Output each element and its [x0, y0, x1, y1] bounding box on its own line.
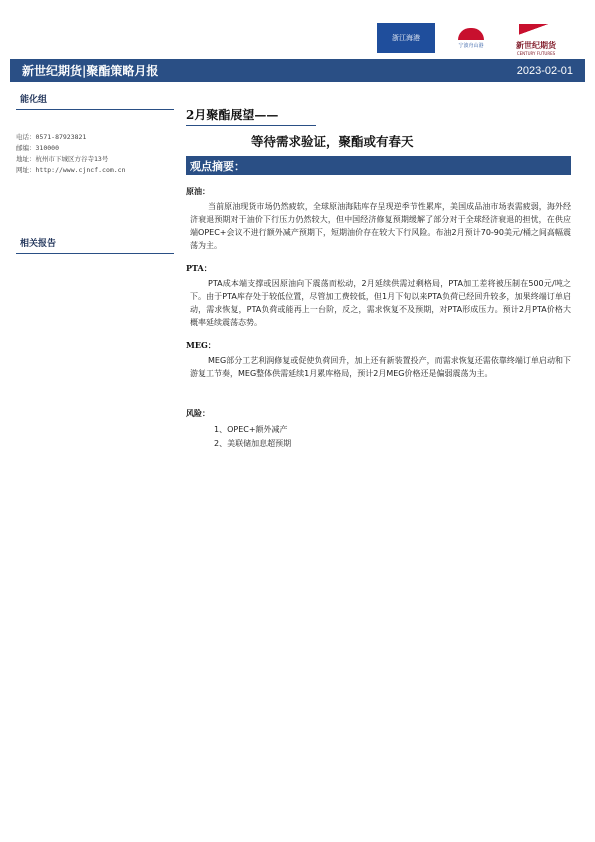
section-body: PTA成本端支撑或因原油向下震荡而松动，2月延续供需过剩格局，PTA加工差将被压制在500元/吨之下。由于PTA库存处于较低位置，尽管加工费较低，但1月下旬以来PTA负荷已经回升较多，加果终端订单启动，需求恢复，PTA负荷或能再上一台阶，反之，需求恢复不及预期，对PTA形成压力。预计2月PTA价格大概率延续震荡态势。	[190, 279, 571, 327]
logo-group	[377, 20, 565, 56]
section-title: 原油：	[186, 186, 210, 196]
section-pta	[186, 263, 571, 329]
main-content	[186, 86, 571, 451]
logo-text: 新世纪期货	[516, 40, 556, 50]
section-body: MEG部分工艺利润修复或促使负荷回升，加上还有新装置投产，而需求恢复还需依靠终端订单启动和下游复工节奏，MEG整体供需延续1月累库格局，预计2月MEG价格还是偏弱震荡为主。	[190, 356, 571, 378]
section-title: MEG：	[186, 340, 216, 350]
flag-icon	[519, 24, 553, 38]
header-bar	[10, 59, 585, 82]
risk-title: 风险：	[186, 408, 210, 418]
section-title: PTA：	[186, 263, 212, 273]
address: 地址：杭州市下城区方谷寺13号	[16, 155, 109, 163]
report-date: 2023-02-01	[516, 64, 573, 77]
logo-text: 宁波舟山港	[458, 42, 484, 49]
logo-text: CENTURY FUTURES	[516, 51, 556, 56]
section-body: 当前原油现货市场仍然疲软，全球原油海陆库存呈现逆季节性累库，美国成品油市场表需疲弱，海外经济衰退预期对于油价下行压力仍然较大，但中国经济修复预期缓解了部分对于全球经济衰退的担忧，在供应端OPEC+会议不进行额外减产预期下，短期油价存在较大下行风险。布油2月预计70-90美元/桶之间高幅震荡为主。	[190, 202, 571, 250]
headline-primary: 2月聚酯展望——	[186, 106, 316, 126]
contact-info	[16, 132, 174, 176]
risk-section	[186, 408, 571, 451]
related-reports-heading: 相关报告	[16, 232, 174, 254]
report-title: 新世纪期货|聚酯策略月报	[22, 64, 159, 78]
section-meg	[186, 340, 571, 380]
risk-item: 1、OPEC+额外减产	[214, 425, 288, 434]
team-label: 能化组	[16, 86, 174, 110]
phone: 电话：0571-87923821	[16, 133, 87, 141]
headline-secondary: 等待需求验证，聚酯或有春天	[251, 134, 414, 149]
sidebar	[16, 86, 174, 254]
ningbo-port-logo	[443, 23, 499, 53]
website-link[interactable]: 网址：http://www.cjncf.com.cn	[16, 166, 126, 174]
century-futures-logo	[507, 20, 565, 56]
swoosh-icon	[458, 28, 484, 40]
postcode: 邮编：310000	[16, 144, 59, 152]
section-crude-oil	[186, 186, 571, 252]
logo-text: 浙江海港	[392, 34, 420, 42]
risk-item: 2、美联储加息超预期	[214, 439, 292, 448]
zhejiang-port-logo	[377, 23, 435, 53]
summary-bar: 观点摘要：	[186, 156, 571, 175]
